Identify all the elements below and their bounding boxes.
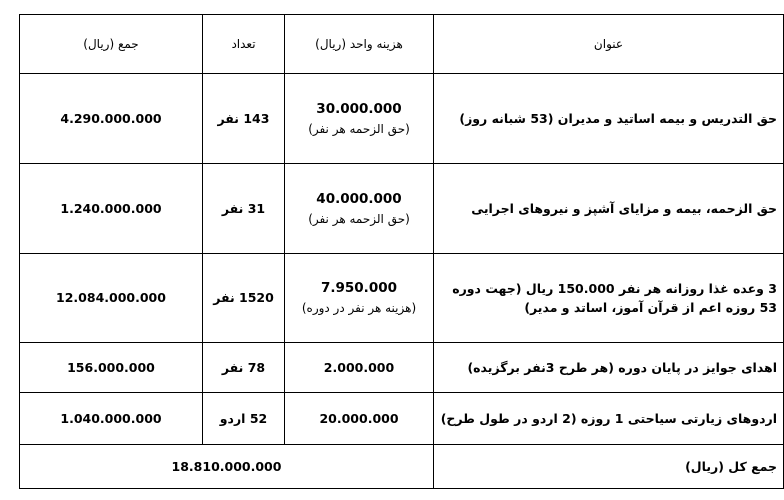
table-row	[20, 74, 784, 164]
row-title: حق الزحمه، بیمه و مزایای آشپز و نیروهای اجرایی	[434, 164, 784, 254]
table-row	[20, 343, 784, 393]
unit-cost-note: (حق الزحمه هر نفر)	[308, 121, 410, 136]
row-total: 12.084.000.000	[20, 254, 203, 343]
unit-cost-value: 30.000.000	[316, 100, 402, 117]
header-title: عنوان	[434, 15, 784, 74]
row-unit-cost	[285, 164, 434, 254]
row-total: 156.000.000	[20, 343, 203, 393]
row-unit-cost: 20.000.000	[285, 393, 434, 445]
header-total: جمع (ریال)	[20, 15, 203, 74]
row-total: 4.290.000.000	[20, 74, 203, 164]
cost-table	[19, 14, 784, 489]
row-title: اهدای جوایز در پایان دوره (هر طرح 3نفر برگزیده)	[434, 343, 784, 393]
table-row	[20, 393, 784, 445]
table-header-row	[20, 15, 784, 74]
grand-total-value: 18.810.000.000	[20, 445, 434, 489]
unit-cost-note: (حق الزحمه هر نفر)	[308, 211, 410, 226]
row-title: اردوهای زیارتی سیاحتی 1 روزه (2 اردو در طول طرح)	[434, 393, 784, 445]
table-footer-row	[20, 445, 784, 489]
header-count: تعداد	[203, 15, 285, 74]
row-count: 78 نفر	[203, 343, 285, 393]
row-unit-cost	[285, 74, 434, 164]
unit-cost-value: 40.000.000	[316, 190, 402, 207]
table-row	[20, 254, 784, 343]
row-total: 1.040.000.000	[20, 393, 203, 445]
header-unit-cost: هزینه واحد (ریال)	[285, 15, 434, 74]
row-count: 1520 نفر	[203, 254, 285, 343]
grand-total-label: جمع کل (ریال)	[434, 445, 784, 489]
row-title: حق التدریس و بیمه اساتید و مدیران (53 شبانه روز)	[434, 74, 784, 164]
row-unit-cost: 2.000.000	[285, 343, 434, 393]
row-count: 52 اردو	[203, 393, 285, 445]
row-count: 31 نفر	[203, 164, 285, 254]
row-total: 1.240.000.000	[20, 164, 203, 254]
row-unit-cost	[285, 254, 434, 343]
unit-cost-value: 7.950.000	[320, 280, 397, 297]
row-title: 3 وعده غذا روزانه هر نفر 150.000 ریال (جهت دوره 53 روزه اعم از قرآن آموز، اساتد و مدیر)	[434, 254, 784, 343]
row-count: 143 نفر	[203, 74, 285, 164]
unit-cost-note: (هزینه هر نفر در دوره)	[301, 301, 417, 316]
table-row	[20, 164, 784, 254]
